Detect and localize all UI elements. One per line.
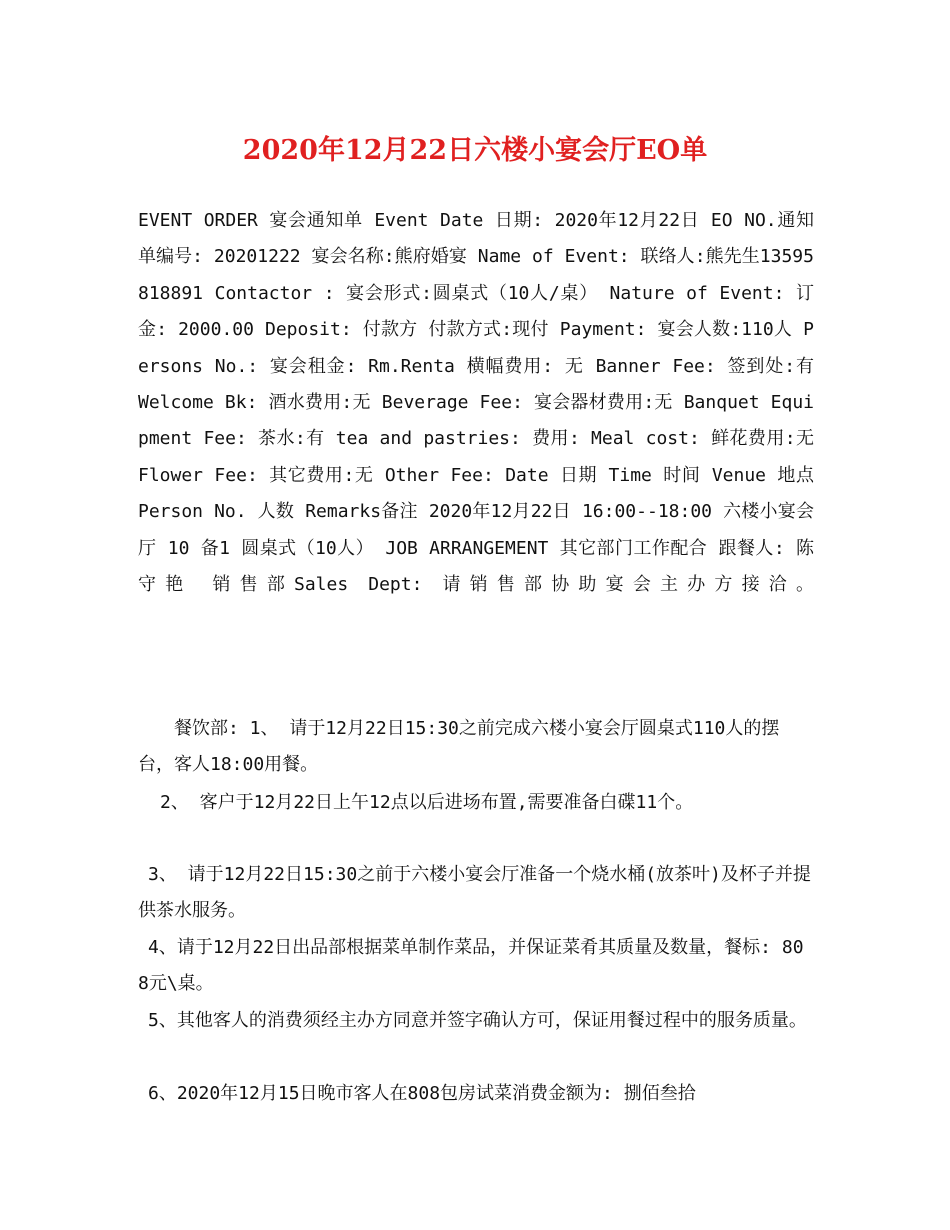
paragraph-item-5: 5、其他客人的消费须经主办方同意并签字确认方可，保证用餐过程中的服务质量。 <box>148 1010 807 1031</box>
event-order-header-block <box>138 203 814 603</box>
paragraph-item-6: 6、2020年12月15日晚市客人在808包房试菜消费金额为: 捌佰叁拾 <box>148 1083 696 1104</box>
paragraph-item-2: 2、 客户于12月22日上午12点以后进场布置,需要准备白碟11个。 <box>160 792 694 813</box>
document-title: 2020年12月22日六楼小宴会厅EO单 <box>242 135 708 166</box>
paragraph-catering-1: 餐饮部: 1、 请于12月22日15:30之前完成六楼小宴会厅圆桌式110人的摆台，客人18:00用餐。 <box>138 718 780 776</box>
paragraph-item-4: 4、请于12月22日出品部根据菜单制作菜品，并保证菜肴其质量及数量，餐标: 808元\桌。 <box>138 937 804 995</box>
paragraph-item-3: 3、 请于12月22日15:30之前于六楼小宴会厅准备一个烧水桶(放茶叶)及杯子并提供茶水服务。 <box>138 864 811 922</box>
header-block-text: EVENT ORDER 宴会通知单 Event Date 日期: 2020年12月22日 EO NO.通知单编号: 20201222 宴会名称:熊府婚宴 Name of Event: 联络人:熊先生13595818891 Contactor : 宴会形式:圆桌式（10人/桌） Nature of Event: 订金: 2000.00 Deposit: 付款方 付款方式:现付 Payment: 宴会人数:110人 Persons No.: 宴会租金: Rm.Renta 横幅费用: 无 Banner Fee: 签到处:有 Welcome Bk: 酒水费用:无 Beverage Fee: 宴会器材费用:无 Banquet Equipment Fee: 茶水:有 tea and pastries: 费用: Meal cost: 鲜花费用:无 Flower Fee: 其它费用:无 Other Fee: Date 日期 Time 时间 Venue 地点 Person No. 人数 Remarks备注 2020年12月22日 16:00--18:00 六楼小宴会厅 10 备1 圆桌式（10人） JOB ARRANGEMENT 其它部门工作配合 跟餐人: 陈守艳 销售部Sales Dept: 请销售部协助宴会主办方接洽。 <box>138 210 814 596</box>
